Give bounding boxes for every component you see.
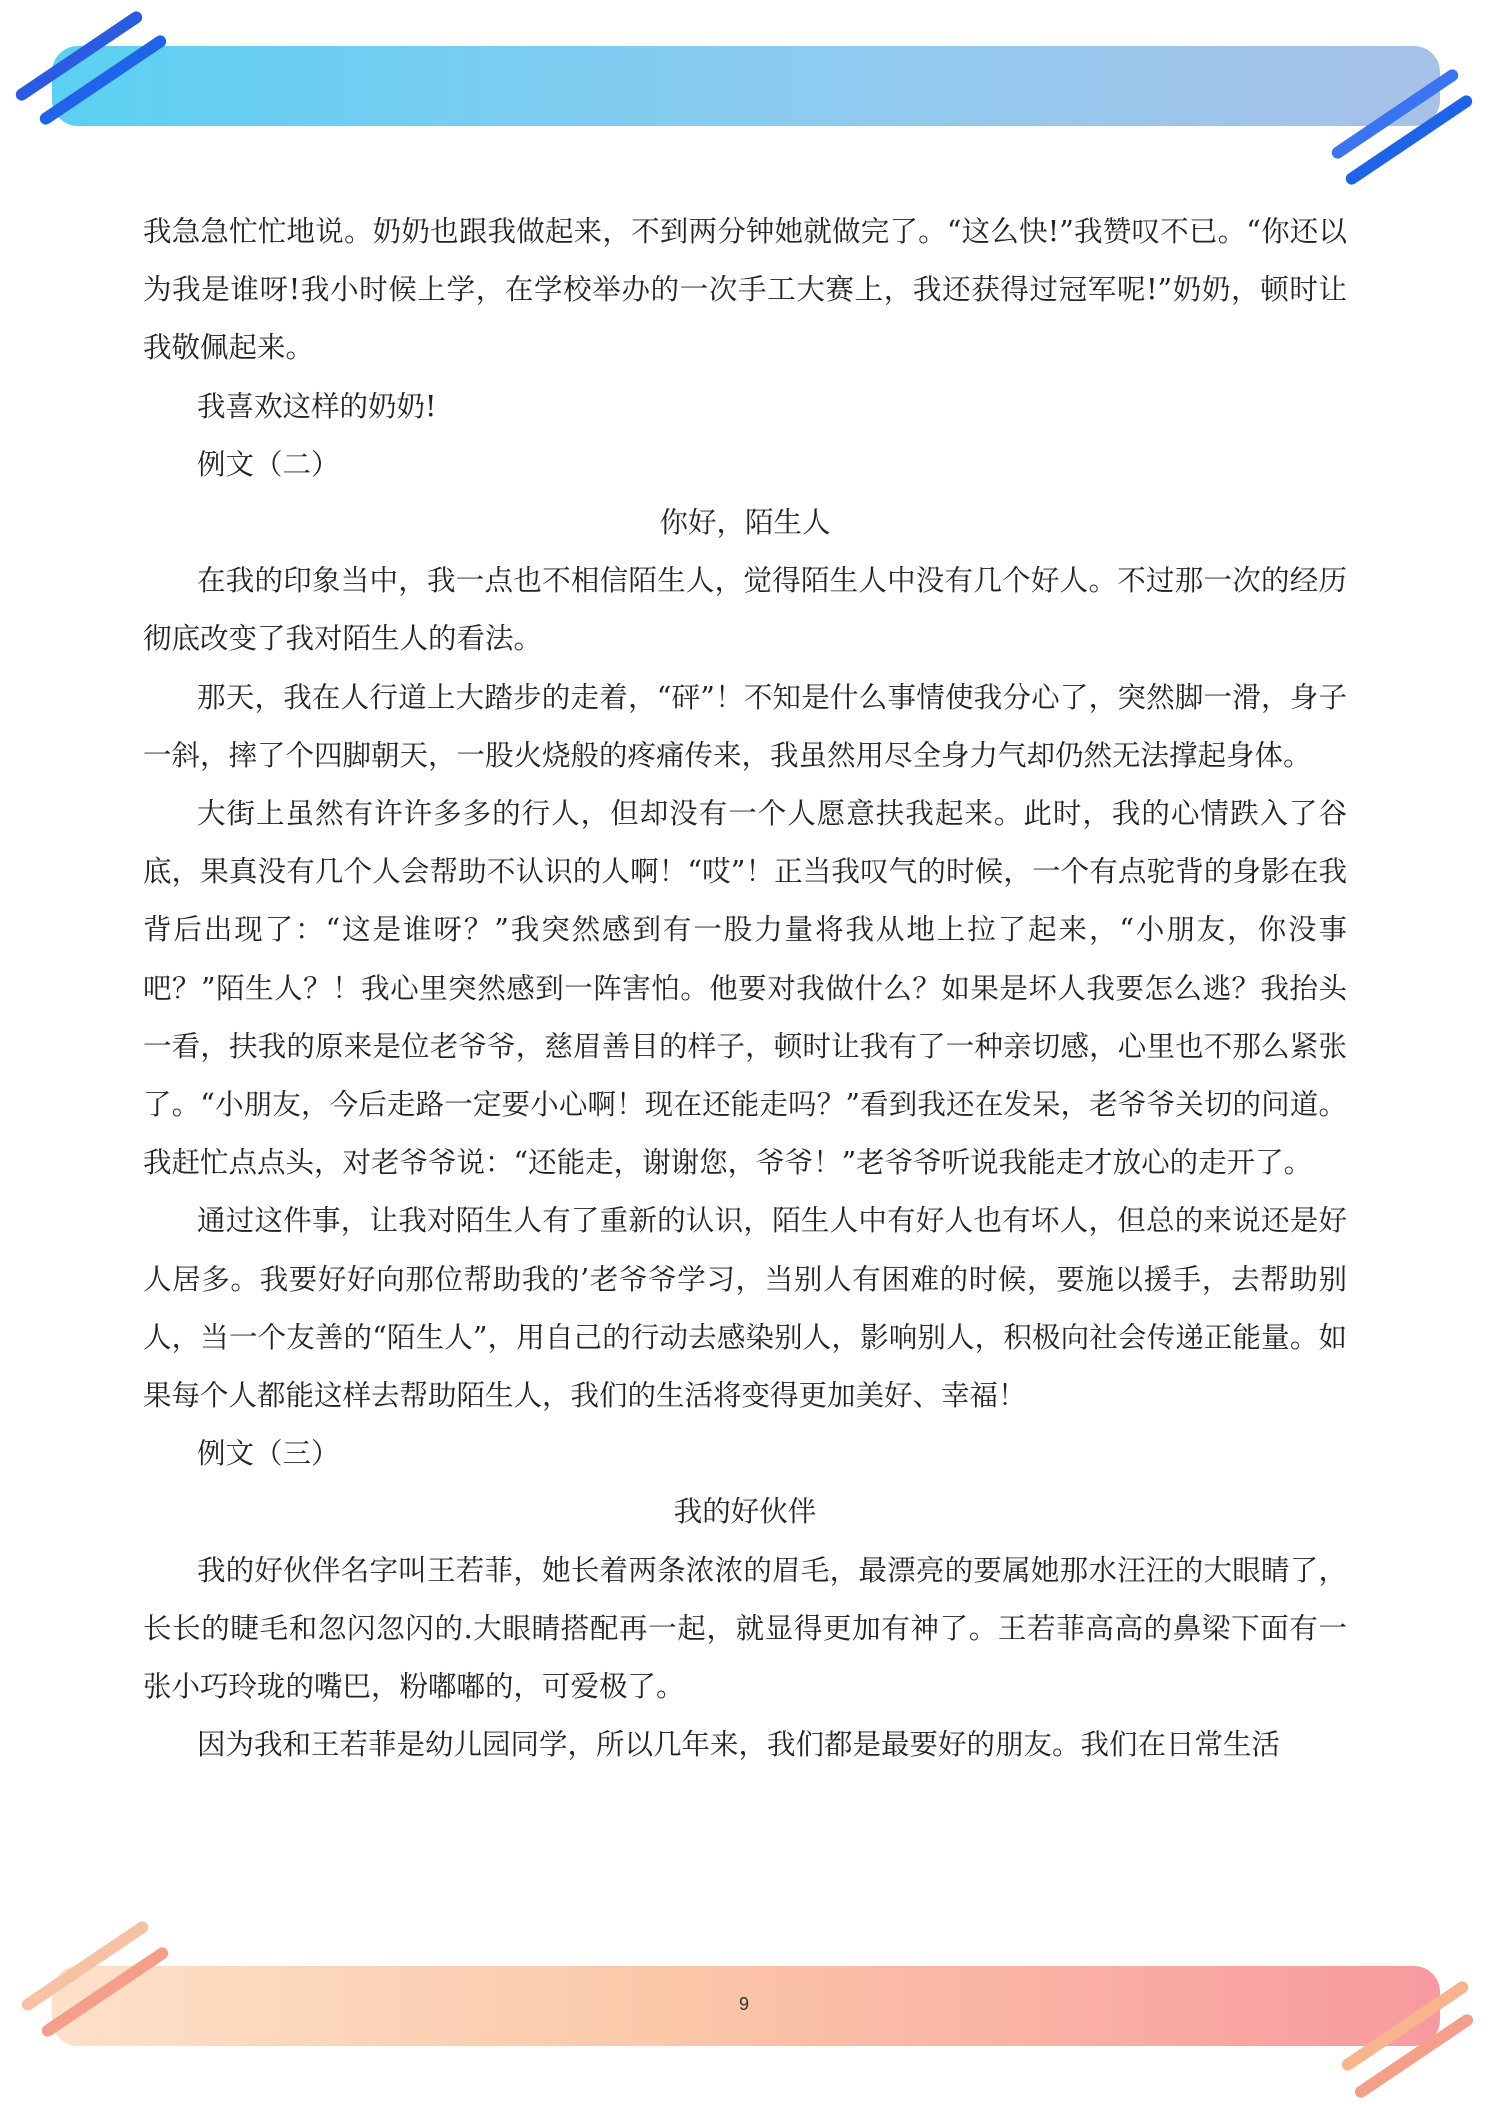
paragraph: 我的好伙伴名字叫王若菲，她长着两条浓浓的眉毛，最漂亮的要属她那水汪汪的大眼睛了，长长的睫毛和忽闪忽闪的.大眼睛搭配再一起，就显得更加有神了。王若菲高高的鼻梁下面有一张小巧玲珑的嘴巴，粉嘟嘟的，可爱极了。: [143, 1553, 1347, 1704]
paragraph: 通过这件事，让我对陌生人有了重新的认识，陌生人中有好人也有坏人，但总的来说还是好人居多。我要好好向那位帮助我的’老爷爷学习，当别人有困难的时候，要施以援手，去帮助别人，当一个友善的“陌生人”，用自己的行动去感染别人，影响别人，积极向社会传递正能量。如果每个人都能这样去帮助陌生人，我们的生活将变得更加美好、幸福！: [143, 1204, 1347, 1413]
section-label: 例文（三）: [197, 1437, 340, 1471]
essay-title: 我的好伙伴: [673, 1495, 817, 1529]
header-banner: [52, 46, 1440, 126]
paragraph: 我喜欢这样的奶奶!: [197, 389, 437, 423]
paragraph: 大街上虽然有许许多多的行人，但却没有一个人愿意扶我起来。此时，我的心情跌入了谷底，果真没有几个人会帮助不认识的人啊！“哎”！正当我叹气的时候，一个有点驼背的身影在我背后出现了：“这是谁呀？”我突然感到有一股力量将我从地上拉了起来，“小朋友，你没事吧？”陌生人？！我心里突然感到一阵害怕。他要对我做什么？如果是坏人我要怎么逃？我抬头一看，扶我的原来是位老爷爷，慈眉善目的样子，顿时让我有了一种亲切感，心里也不那么紧张了。“小朋友，今后走路一定要小心啊！现在还能走吗？”看到我还在发呆，老爷爷关切的问道。我赶忙点点头，对老爷爷说：“还能走，谢谢您，爷爷！”老爷爷听说我能走才放心的走开了。: [143, 797, 1347, 1180]
document-body: [143, 203, 1347, 1774]
paragraph: 因为我和王若菲是幼儿园同学，所以几年来，我们都是最要好的朋友。我们在日常生活: [197, 1728, 1281, 1762]
page-number: 9: [738, 1994, 749, 2014]
section-label: 例文（二）: [197, 447, 340, 481]
paragraph: 那天，我在人行道上大踏步的走着，“砰”！不知是什么事情使我分心了，突然脚一滑，身子一斜，摔了个四脚朝天，一股火烧般的疼痛传来，我虽然用尽全身力气却仍然无法撑起身体。: [143, 680, 1347, 772]
paragraph: 在我的印象当中，我一点也不相信陌生人，觉得陌生人中没有几个好人。不过那一次的经历彻底改变了我对陌生人的看法。: [143, 564, 1347, 656]
essay-title: 你好，陌生人: [659, 506, 831, 540]
paragraph: 我急急忙忙地说。奶奶也跟我做起来，不到两分钟她就做完了。“这么快!”我赞叹不已。“你还以为我是谁呀!我小时候上学，在学校举办的一次手工大赛上，我还获得过冠军呢!”奶奶，顿时让我敬佩起来。: [143, 215, 1347, 365]
